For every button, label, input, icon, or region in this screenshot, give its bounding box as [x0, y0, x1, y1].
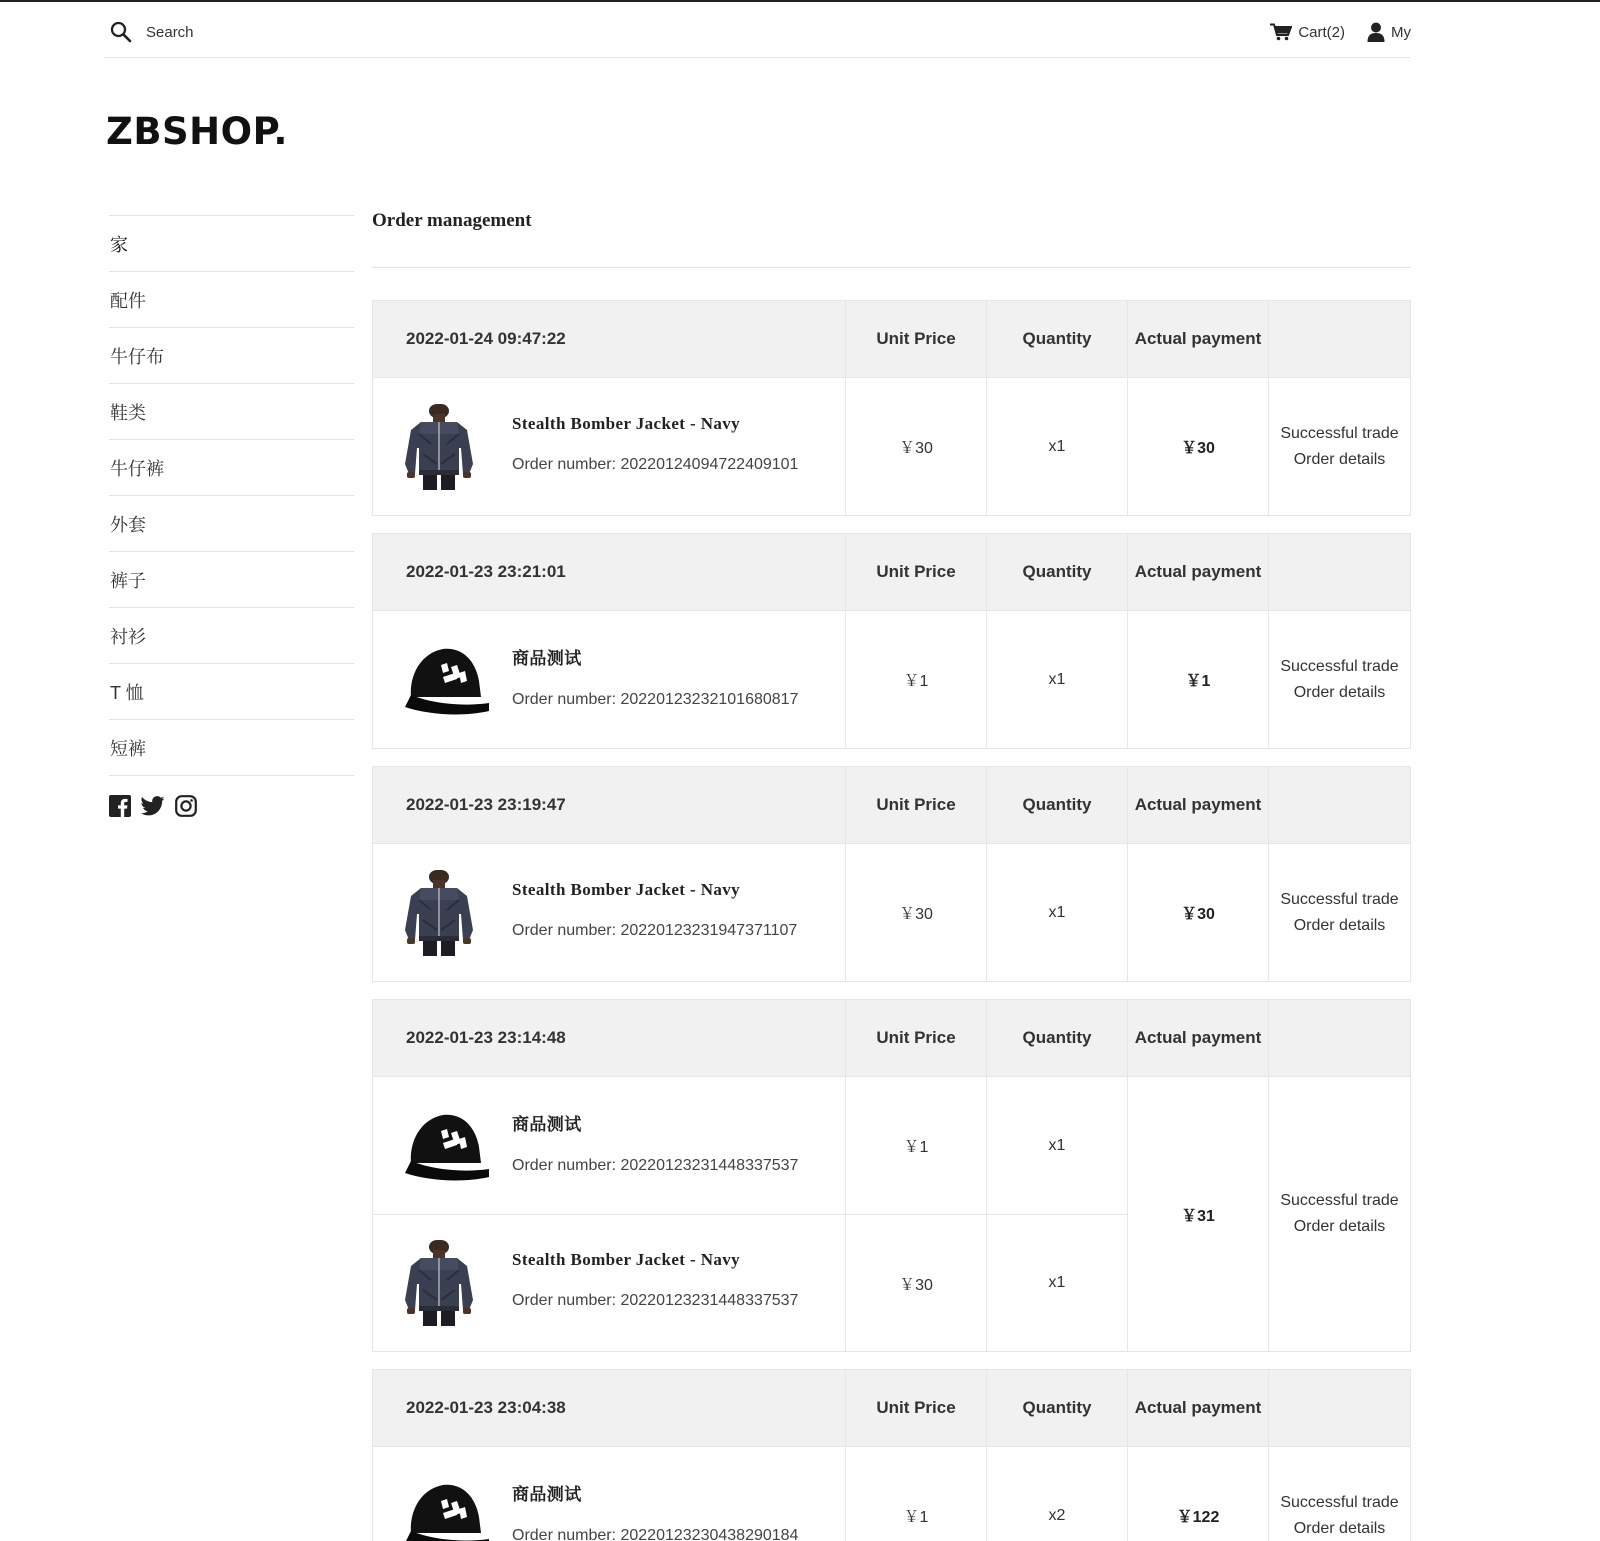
trade-status: Successful trade: [1280, 1192, 1399, 1209]
product-cell: [373, 1447, 846, 1541]
product-info: [512, 414, 798, 474]
order-status: [1269, 844, 1410, 981]
quantity-header: Quantity: [987, 767, 1128, 843]
unit-price-header: Unit Price: [846, 1370, 987, 1446]
order-date: 2022-01-24 09:47:22: [373, 301, 846, 377]
order-card: [372, 533, 1411, 749]
product-name[interactable]: 商品测试: [512, 649, 582, 668]
order-header: [373, 534, 1410, 611]
cart-label[interactable]: Cart(2): [1298, 23, 1345, 41]
order-status: [1269, 378, 1410, 515]
order-body: [373, 611, 1410, 748]
order-date: 2022-01-23 23:04:38: [373, 1370, 846, 1446]
quantity-header: Quantity: [987, 1370, 1128, 1446]
sidebar-item[interactable]: 家: [109, 215, 354, 271]
product-cell: [373, 611, 846, 748]
actual-payment-header: Actual payment: [1128, 767, 1269, 843]
user-icon: [1367, 22, 1385, 42]
unit-price: ￥30: [846, 844, 987, 981]
actual-payment: ￥30: [1128, 844, 1269, 981]
actual-payment: ￥122: [1128, 1447, 1269, 1541]
product-name[interactable]: 商品测试: [512, 1485, 582, 1504]
quantity: x2: [987, 1447, 1128, 1541]
main-content: [372, 208, 1411, 1541]
order-item-row: [373, 1077, 1128, 1214]
order-body: [373, 844, 1410, 981]
order-card: [372, 1369, 1411, 1541]
sidebar-nav: [109, 215, 354, 776]
product-cell: [373, 1215, 846, 1351]
sidebar-item[interactable]: 裤子: [109, 551, 354, 607]
actual-payment: ￥30: [1128, 378, 1269, 515]
shop-logo[interactable]: ZBSHOP.: [106, 110, 288, 153]
jacket-thumbnail[interactable]: [403, 1240, 489, 1326]
trade-status: Successful trade: [1280, 657, 1399, 675]
sidebar-item[interactable]: 短裤: [109, 719, 354, 775]
status-header: [1269, 534, 1410, 610]
actual-payment: ￥31: [1128, 1077, 1269, 1351]
order-card: [372, 300, 1411, 516]
sidebar-item[interactable]: 外套: [109, 495, 354, 551]
social-links: [109, 795, 354, 817]
order-items: [373, 378, 1128, 515]
sidebar-item[interactable]: 牛仔布: [109, 327, 354, 383]
sidebar-item[interactable]: 牛仔裤: [109, 439, 354, 495]
search-icon: [110, 21, 132, 43]
order-item-row: [373, 1447, 1128, 1541]
product-name[interactable]: Stealth Bomber Jacket - Navy: [512, 879, 741, 899]
quantity: x1: [987, 378, 1128, 515]
instagram-icon[interactable]: [175, 795, 197, 817]
quantity: x1: [987, 1077, 1128, 1214]
order-number: Order number: 20220123232101680817: [512, 691, 799, 708]
order-number: Order number: 20220123230438290184: [512, 1527, 799, 1541]
order-body: [373, 1447, 1410, 1541]
quantity-header: Quantity: [987, 1000, 1128, 1076]
order-item-row: [373, 1214, 1128, 1351]
sidebar-item[interactable]: T 恤: [109, 663, 354, 719]
page-title: Order management: [372, 208, 1411, 268]
product-info: [512, 1250, 798, 1310]
unit-price-header: Unit Price: [846, 1000, 987, 1076]
status-header: [1269, 1370, 1410, 1446]
order-number: Order number: 20220123231448337537: [512, 1292, 799, 1309]
status-header: [1269, 1000, 1410, 1076]
unit-price-header: Unit Price: [846, 301, 987, 377]
search[interactable]: [110, 18, 194, 46]
order-number: Order number: 20220124094722409101: [512, 455, 799, 473]
unit-price-header: Unit Price: [846, 534, 987, 610]
cap-thumbnail[interactable]: [403, 1103, 489, 1189]
order-header: [373, 301, 1410, 378]
order-status: [1269, 611, 1410, 748]
status-header: [1269, 767, 1410, 843]
order-items: [373, 1447, 1128, 1541]
product-info: [512, 1110, 798, 1175]
quantity: x1: [987, 1215, 1128, 1351]
unit-price: ￥30: [846, 378, 987, 515]
quantity: x1: [987, 611, 1128, 748]
product-name[interactable]: Stealth Bomber Jacket - Navy: [512, 413, 741, 433]
order-item-row: [373, 844, 1128, 981]
order-date: 2022-01-23 23:21:01: [373, 534, 846, 610]
jacket-thumbnail[interactable]: [403, 404, 489, 490]
order-body: [373, 1077, 1410, 1351]
twitter-icon[interactable]: [141, 796, 165, 816]
actual-payment-header: Actual payment: [1128, 534, 1269, 610]
order-status: [1269, 1077, 1410, 1351]
order-header: [373, 1000, 1410, 1077]
top-bar: [104, 2, 1411, 58]
order-number: Order number: 20220123231448337537: [512, 1157, 799, 1174]
account-link[interactable]: [1367, 22, 1411, 42]
order-card: [372, 766, 1411, 982]
order-date: 2022-01-23 23:19:47: [373, 767, 846, 843]
product-info: [512, 644, 798, 709]
order-card: [372, 999, 1411, 1352]
sidebar-item[interactable]: 配件: [109, 271, 354, 327]
order-number: Order number: 20220123231947371107: [512, 921, 798, 939]
unit-price-header: Unit Price: [846, 767, 987, 843]
sidebar-item[interactable]: 衬衫: [109, 607, 354, 663]
search-label[interactable]: Search: [146, 23, 194, 41]
actual-payment-header: Actual payment: [1128, 301, 1269, 377]
product-info: [512, 880, 797, 940]
trade-status: Successful trade: [1280, 1493, 1399, 1511]
order-items: [373, 1077, 1128, 1351]
quantity-header: Quantity: [987, 534, 1128, 610]
order-details-link[interactable]: Order details: [1293, 450, 1386, 468]
order-status: [1269, 1447, 1410, 1541]
unit-price: ￥1: [846, 611, 987, 748]
sidebar-item[interactable]: 鞋类: [109, 383, 354, 439]
order-details-link[interactable]: Order details: [1293, 683, 1386, 701]
jacket-thumbnail[interactable]: [403, 870, 489, 956]
order-details-link[interactable]: Order details: [1293, 1519, 1386, 1537]
product-cell: [373, 1077, 846, 1214]
product-cell: [373, 844, 846, 981]
status-header: [1269, 301, 1410, 377]
cap-thumbnail[interactable]: [403, 1473, 489, 1541]
order-header: [373, 1370, 1410, 1447]
order-items: [373, 844, 1128, 981]
quantity-header: Quantity: [987, 301, 1128, 377]
cart-icon: [1270, 23, 1292, 41]
cap-thumbnail[interactable]: [403, 637, 489, 723]
quantity: x1: [987, 844, 1128, 981]
cart-link[interactable]: [1270, 23, 1345, 41]
order-header: [373, 767, 1410, 844]
trade-status: Successful trade: [1280, 890, 1399, 908]
product-name[interactable]: 商品测试: [512, 1115, 582, 1134]
actual-payment: ￥1: [1128, 611, 1269, 748]
actual-payment-header: Actual payment: [1128, 1370, 1269, 1446]
facebook-icon[interactable]: [109, 795, 131, 817]
order-item-row: [373, 611, 1128, 748]
unit-price: ￥1: [846, 1077, 987, 1214]
trade-status: Successful trade: [1280, 424, 1399, 442]
order-details-link[interactable]: Order details: [1293, 916, 1386, 934]
my-label[interactable]: My: [1391, 23, 1411, 41]
order-items: [373, 611, 1128, 748]
product-cell: [373, 378, 846, 515]
order-details-link[interactable]: Order details: [1293, 1218, 1386, 1235]
product-info: [512, 1480, 798, 1541]
actual-payment-header: Actual payment: [1128, 1000, 1269, 1076]
sidebar: [109, 215, 354, 817]
order-date: 2022-01-23 23:14:48: [373, 1000, 846, 1076]
unit-price: ￥30: [846, 1215, 987, 1351]
order-body: [373, 378, 1410, 515]
product-name[interactable]: Stealth Bomber Jacket - Navy: [512, 1250, 741, 1269]
unit-price: ￥1: [846, 1447, 987, 1541]
order-item-row: [373, 378, 1128, 515]
order-list: [372, 300, 1411, 1541]
